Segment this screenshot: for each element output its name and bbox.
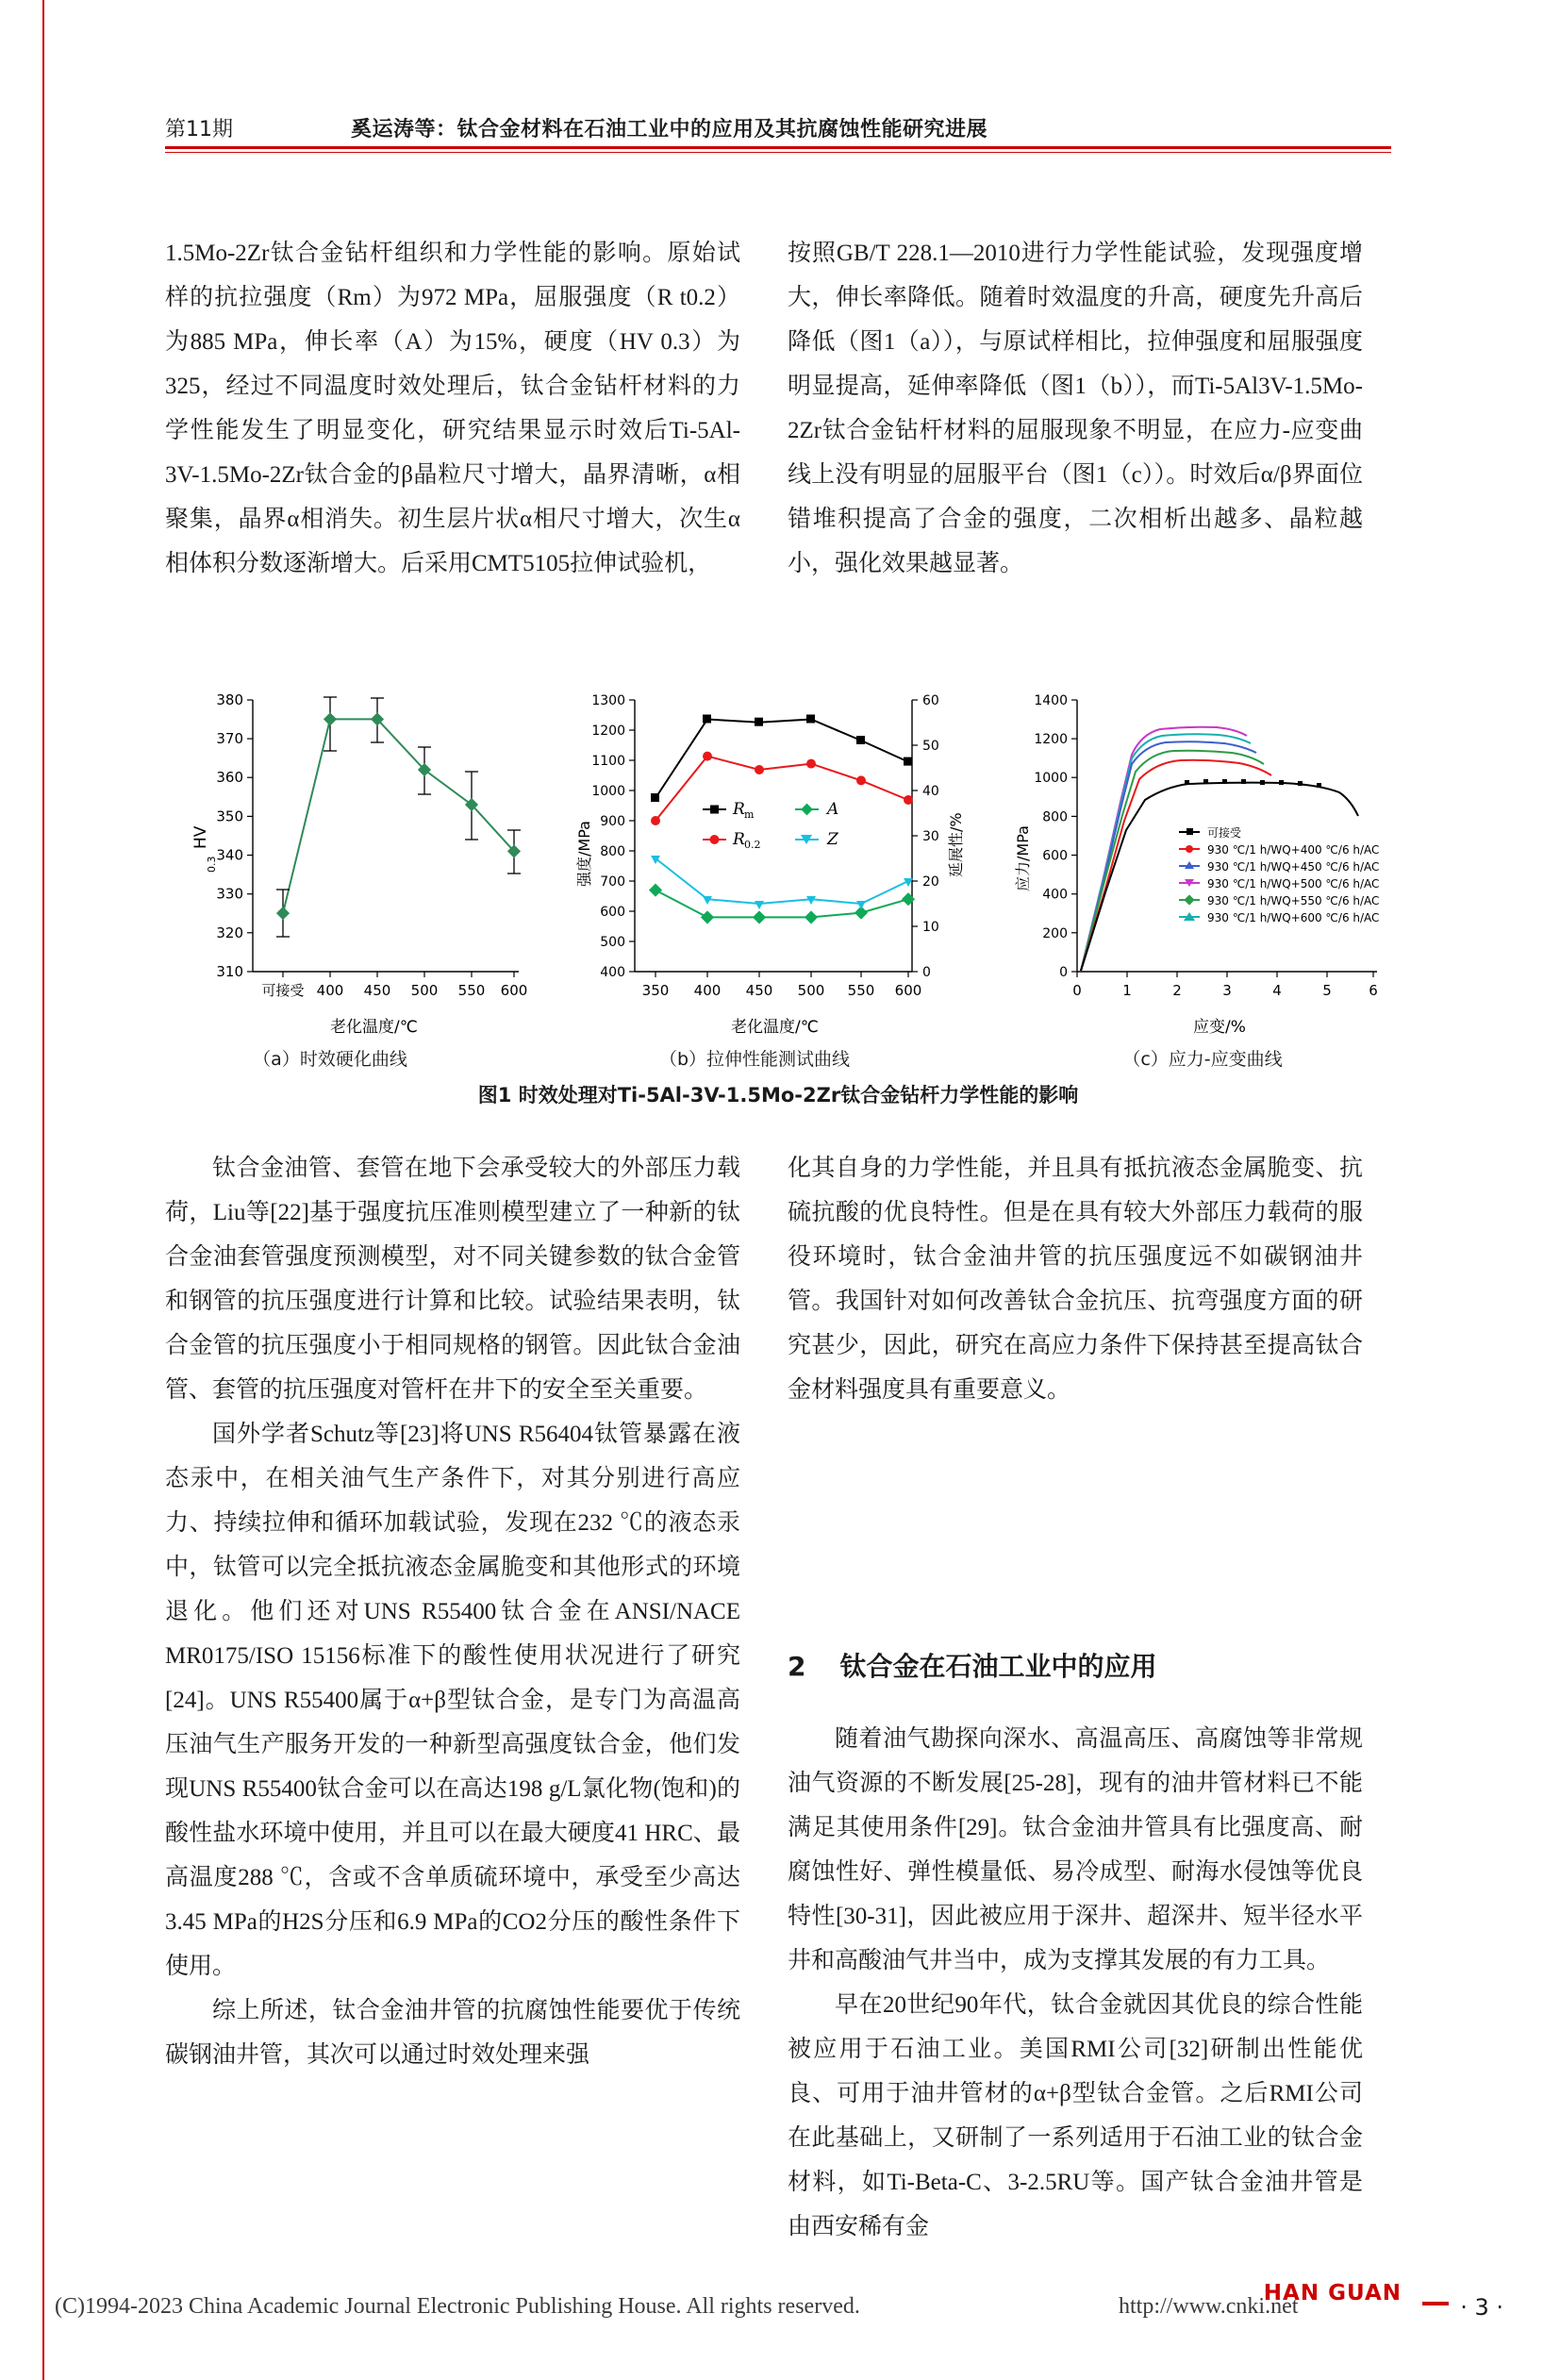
- svg-text:可接受: 可接受: [261, 982, 305, 999]
- svg-text:500: 500: [410, 982, 439, 999]
- svg-text:0.3: 0.3: [206, 856, 218, 873]
- svg-text:700: 700: [600, 874, 625, 890]
- paragraph: 1.5Mo-2Zr钛合金钻杆组织和力学性能的影响。原始试样的抗拉强度（Rm）为972 MPa，屈服强度（R t0.2）为885 MPa，伸长率（A）为15%，硬度（HV 0.3）为325，经过不同温度时效处理后，钛合金钻杆材料的力学性能发生了明显变化，研究结果显示时效后Ti-5Al-3V-1.5Mo-2Zr钛合金的β晶粒尺寸增大，晶界清晰，α相聚集，晶界α相消失。初生层片状α相尺寸增大，次生α相体积分数逐渐增大。后采用CMT5105拉伸试验机，: [165, 241, 740, 576]
- paragraph: 按照GB/T 228.1—2010进行力学性能试验，发现强度增大，伸长率降低。随着时效温度的升高，硬度先升高后降低（图1（a）），与原试样相比，拉伸强度和屈服强度明显提高，延伸率降低（图1（b）），而Ti-5Al3V-1.5Mo-2Zr钛合金钻杆材料的屈服现象不明显，在应力-应变曲线上没有明显的屈服平台（图1（c））。时效后α/β界面位错堆积提高了合金的强度，二次相析出越多、晶粒越小，强化效果越显著。: [788, 241, 1363, 576]
- figure-1: [151, 689, 1405, 1123]
- svg-text:550: 550: [847, 982, 875, 999]
- svg-text:3: 3: [1222, 982, 1232, 999]
- chart-c-xlabel: 应变/%: [1193, 1018, 1246, 1037]
- svg-text:500: 500: [600, 935, 625, 950]
- svg-text:930 ℃/1 h/WQ+400 ℃/6 h/AC: 930 ℃/1 h/WQ+400 ℃/6 h/AC: [1207, 843, 1380, 857]
- chart-a-aging-hardening: [151, 689, 528, 1070]
- column-top-right: [788, 231, 1363, 586]
- section-number: 2: [788, 1651, 806, 1682]
- svg-text:450: 450: [363, 982, 391, 999]
- svg-text:6: 6: [1369, 982, 1378, 999]
- svg-text:360: 360: [216, 769, 243, 787]
- svg-text:1200: 1200: [1034, 732, 1068, 748]
- svg-text:350: 350: [216, 807, 243, 825]
- svg-text:1200: 1200: [591, 724, 625, 739]
- svg-text:600: 600: [1042, 848, 1068, 864]
- svg-text:1000: 1000: [591, 784, 625, 799]
- svg-text:10: 10: [922, 920, 939, 935]
- paragraph: 早在20世纪90年代，钛合金就因其优良的综合性能被应用于石油工业。美国RMI公司[32]研制出性能优良、可用于油井管材的α+β型钛合金管。之后RMI公司在此基础上，又研制了一系列适用于石油工业的钛合金材料，如Ti-Beta-C、3-2.5RU等。国产钛合金油井管是由西安稀有金: [788, 1992, 1363, 2239]
- chart-b-tensile: [561, 689, 967, 1070]
- svg-text:1: 1: [1122, 982, 1132, 999]
- running-title: 奚运涛等：钛合金材料在石油工业中的应用及其抗腐蚀性能研究进展: [351, 118, 988, 141]
- svg-text:20: 20: [922, 874, 939, 890]
- svg-text:m: m: [744, 808, 755, 821]
- header-rule-thick: [165, 146, 1391, 149]
- svg-text:930 ℃/1 h/WQ+600 ℃/6 h/AC: 930 ℃/1 h/WQ+600 ℃/6 h/AC: [1207, 911, 1380, 924]
- svg-text:应力/MPa: 应力/MPa: [1014, 825, 1032, 891]
- paragraph: 综上所述，钛合金油井管的抗腐蚀性能要优于传统碳钢油井管，其次可以通过时效处理来强: [165, 1998, 740, 2068]
- svg-text:380: 380: [216, 691, 243, 708]
- svg-text:5: 5: [1322, 982, 1332, 999]
- svg-text:0: 0: [1059, 965, 1068, 980]
- svg-text:400: 400: [316, 982, 344, 999]
- column-bottom-right-part1: [788, 1146, 1363, 1412]
- page-header: [165, 113, 1391, 142]
- svg-text:1400: 1400: [1034, 693, 1068, 708]
- chart-b-caption: （b）拉伸性能测试曲线: [658, 1049, 851, 1070]
- svg-text:延展性/%: 延展性/%: [947, 812, 965, 877]
- column-bottom-left: [165, 1146, 740, 2077]
- section-title: 钛合金在石油工业中的应用: [839, 1651, 1157, 1682]
- svg-text:370: 370: [216, 730, 243, 748]
- svg-text:450: 450: [745, 982, 773, 999]
- issue-number: 第11期: [165, 118, 233, 141]
- svg-text:350: 350: [641, 982, 670, 999]
- svg-text:200: 200: [1042, 925, 1068, 941]
- svg-text:400: 400: [693, 982, 722, 999]
- figure-caption: 图1 时效处理对Ti-5Al-3V-1.5Mo-2Zr钛合金钻杆力学性能的影响: [477, 1084, 1079, 1107]
- chart-b-xlabel: 老化温度/℃: [731, 1018, 819, 1037]
- svg-text:R: R: [733, 830, 745, 849]
- svg-text:800: 800: [600, 844, 625, 859]
- svg-text:340: 340: [216, 846, 243, 864]
- svg-text:600: 600: [500, 982, 528, 999]
- footer-copyright: (C)1994-2023 China Academic Journal Electronic Publishing House. All rights reserved.: [55, 2294, 860, 2319]
- svg-text:40: 40: [922, 784, 939, 799]
- watermark-stamp: HAN GUAN: [1263, 2281, 1402, 2305]
- page-number: · 3 ·: [1460, 2294, 1503, 2321]
- paragraph: 化其自身的力学性能，并且具有抵抗液态金属脆变、抗硫抗酸的优良特性。但是在具有较大外部压力载荷的服役环境时，钛合金油井管的抗压强度远不如碳钢油井管。我国针对如何改善钛合金抗压、抗弯强度方面的研究甚少，因此，研究在高应力条件下保持甚至提高钛合金材料强度具有重要意义。: [788, 1156, 1363, 1403]
- chart-a-xlabel: 老化温度/℃: [330, 1018, 418, 1037]
- paragraph: 随着油气勘探向深水、高温高压、高腐蚀等非常规油气资源的不断发展[25-28]，现有的油井管材料已不能满足其使用条件[29]。钛合金油井管具有比强度高、耐腐蚀性好、弹性模量低、易冷成型、耐海水侵蚀等优良特性[30-31]，因此被应用于深井、超深井、短半径水平井和高酸油气井当中，成为支撑其发展的有力工具。: [788, 1726, 1363, 1973]
- svg-text:930 ℃/1 h/WQ+500 ℃/6 h/AC: 930 ℃/1 h/WQ+500 ℃/6 h/AC: [1207, 877, 1380, 890]
- svg-text:1000: 1000: [1034, 771, 1068, 787]
- svg-text:可接受: 可接受: [1207, 826, 1242, 840]
- svg-text:900: 900: [600, 814, 625, 829]
- svg-text:30: 30: [922, 829, 939, 844]
- svg-text:Z: Z: [827, 830, 838, 849]
- svg-text:600: 600: [600, 905, 625, 920]
- svg-text:0: 0: [1072, 982, 1082, 999]
- chart-c-caption: （c）应力-应变曲线: [1122, 1049, 1283, 1070]
- svg-text:R: R: [733, 800, 745, 819]
- chart-c-stress-strain: [1000, 689, 1405, 1070]
- svg-text:550: 550: [457, 982, 486, 999]
- svg-text:50: 50: [922, 739, 939, 754]
- svg-text:400: 400: [600, 965, 625, 980]
- column-top-left: [165, 231, 740, 586]
- chart-b-svg: [561, 689, 967, 1028]
- paragraph: 钛合金油管、套管在地下会承受较大的外部压力载荷，Liu等[22]基于强度抗压准则模型建立了一种新的钛合金油套管强度预测模型，对不同关键参数的钛合金管和钢管的抗压强度进行计算和比较。试验结果表明，钛合金管的抗压强度小于相同规格的钢管。因此钛合金油管、套管的抗压强度对管杆在井下的安全至关重要。: [165, 1156, 740, 1403]
- svg-text:2: 2: [1172, 982, 1182, 999]
- svg-text:310: 310: [216, 963, 243, 980]
- svg-text:500: 500: [797, 982, 825, 999]
- svg-text:4: 4: [1272, 982, 1282, 999]
- svg-text:400: 400: [1042, 887, 1068, 903]
- svg-text:强度/MPa: 强度/MPa: [575, 821, 593, 887]
- svg-text:800: 800: [1042, 809, 1068, 825]
- svg-text:930 ℃/1 h/WQ+550 ℃/6 h/AC: 930 ℃/1 h/WQ+550 ℃/6 h/AC: [1207, 894, 1380, 907]
- svg-text:0: 0: [922, 965, 931, 980]
- chart-c-svg: [1000, 689, 1405, 1028]
- svg-text:HV: HV: [191, 825, 210, 849]
- svg-text:320: 320: [216, 924, 243, 941]
- footer-url[interactable]: http://www.cnki.net: [1119, 2294, 1299, 2319]
- chart-a-svg: [151, 689, 528, 1028]
- svg-text:330: 330: [216, 885, 243, 903]
- header-rule-thin: [165, 152, 1391, 153]
- left-red-rule: [42, 0, 44, 2380]
- svg-text:1100: 1100: [591, 754, 625, 769]
- column-bottom-right-part2: [788, 1717, 1363, 2249]
- stamp-bar: [1422, 2302, 1449, 2305]
- svg-text:930 ℃/1 h/WQ+450 ℃/6 h/AC: 930 ℃/1 h/WQ+450 ℃/6 h/AC: [1207, 860, 1380, 874]
- svg-text:1300: 1300: [591, 693, 625, 708]
- svg-text:0.2: 0.2: [744, 839, 761, 851]
- chart-a-caption: （a）时效硬化曲线: [253, 1049, 407, 1070]
- svg-text:60: 60: [922, 693, 939, 708]
- section-heading: [788, 1646, 1363, 1684]
- paragraph: 国外学者Schutz等[23]将UNS R56404钛管暴露在液态汞中，在相关油气生产条件下，对其分别进行高应力、持续拉伸和循环加载试验，发现在232 ℃的液态汞中，钛管可以完全抵抗液态金属脆变和其他形式的环境退化。他们还对UNS R55400钛合金在ANSI/NACE MR0175/ISO 15156标准下的酸性使用状况进行了研究[24]。UNS R55400属于α+β型钛合金，是专门为高温高压油气生产服务开发的一种新型高强度钛合金，他们发现UNS R55400钛合金可以在高达198 g/L氯化物(饱和)的酸性盐水环境中使用，并且可以在最大硬度41 HRC、最高温度288 ℃，含或不含单质硫环境中，承受至少高达3.45 MPa的H2S分压和6.9 MPa的CO2分压的酸性条件下使用。: [165, 1422, 740, 1979]
- svg-text:600: 600: [894, 982, 922, 999]
- svg-text:A: A: [827, 800, 839, 819]
